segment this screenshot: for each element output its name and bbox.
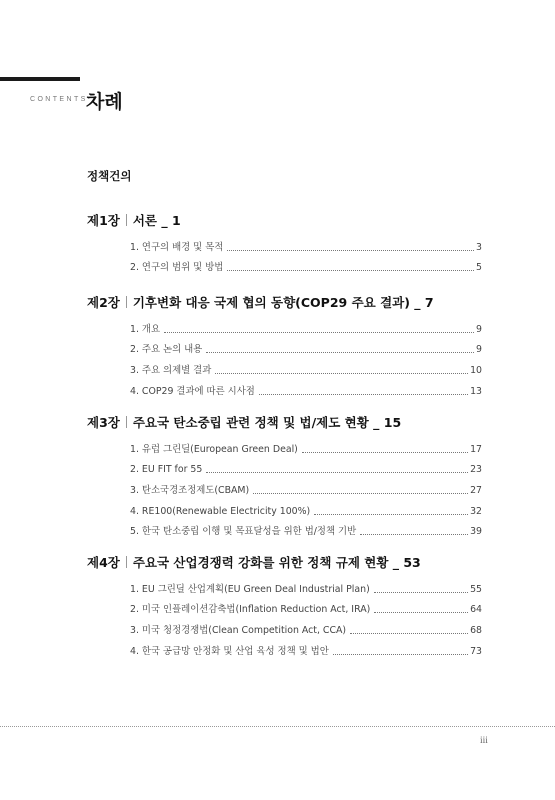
leader-dots	[302, 452, 468, 453]
entry-text: 5. 한국 탄소중립 이행 및 목표달성을 위한 법/정책 기반	[130, 526, 357, 538]
contents-label: CONTENTS	[30, 96, 88, 103]
leader-dots	[253, 493, 468, 494]
toc-entry[interactable]	[130, 436, 482, 457]
chapter-number: 제4장	[87, 555, 120, 570]
leader-dots	[333, 654, 468, 655]
toc-entry[interactable]	[130, 498, 482, 519]
entry-text: 1. EU 그린딜 산업계획(EU Green Deal Industrial Plan)	[130, 583, 370, 595]
toc-entry[interactable]	[130, 255, 482, 276]
entry-text: 3. 미국 청정경쟁법(Clean Competition Act, CCA)	[130, 625, 347, 637]
chapter-number: 제3장	[87, 415, 120, 430]
leader-dots	[164, 332, 474, 333]
entry-page: 32	[470, 505, 482, 517]
leader-dots	[350, 633, 468, 634]
leader-dots	[374, 592, 468, 593]
chapter-2	[87, 292, 482, 399]
entry-text: 1. 개요	[130, 323, 161, 335]
entry-text: 2. EU FIT for 55	[130, 464, 203, 476]
toc-entry[interactable]	[130, 519, 482, 540]
toc-entry[interactable]	[130, 357, 482, 378]
toc-entry[interactable]	[130, 638, 482, 659]
chapter-1	[87, 210, 482, 275]
toc-entry[interactable]	[130, 378, 482, 399]
leader-dots	[206, 352, 474, 353]
entry-page: 23	[470, 464, 482, 476]
divider	[126, 556, 127, 568]
chapter-title: 기후변화 대응 국제 협의 동향(COP29 주요 결과) _ 7	[132, 295, 434, 310]
leader-dots	[215, 373, 468, 374]
leader-dots	[259, 394, 468, 395]
entry-text: 1. 유럽 그린딜(European Green Deal)	[130, 443, 298, 455]
entry-page: 17	[470, 443, 482, 455]
entry-text: 4. RE100(Renewable Electricity 100%)	[130, 505, 311, 517]
chapter-3-heading[interactable]	[87, 412, 482, 432]
entry-text: 2. 주요 논의 내용	[130, 344, 203, 356]
toc-entry[interactable]	[130, 457, 482, 478]
chapter-number: 제1장	[87, 213, 120, 228]
entry-page: 73	[470, 645, 482, 657]
chapter-3	[87, 412, 482, 539]
leader-dots	[374, 612, 468, 613]
page-number: iii	[480, 736, 488, 746]
footer-dotted-rule	[0, 726, 555, 727]
entry-text: 1. 연구의 배경 및 목적	[130, 241, 224, 253]
toc-entry[interactable]	[130, 597, 482, 618]
entry-page: 55	[470, 583, 482, 595]
divider	[126, 296, 127, 308]
entry-text: 2. 연구의 범위 및 방법	[130, 262, 224, 274]
entry-page: 27	[470, 485, 482, 497]
entry-page: 13	[470, 385, 482, 397]
entry-text: 2. 미국 인플레이션감축법(Inflation Reduction Act, IRA)	[130, 604, 371, 616]
entry-page: 10	[470, 365, 482, 377]
leader-dots	[314, 514, 468, 515]
entry-page: 39	[470, 526, 482, 538]
entry-page: 9	[476, 344, 482, 356]
toc-entry[interactable]	[130, 316, 482, 337]
page-title: 차례	[86, 91, 123, 113]
entry-text: 3. 탄소국경조정제도(CBAM)	[130, 485, 250, 497]
leader-dots	[206, 472, 468, 473]
toc-link-policy[interactable]: 정책건의	[87, 169, 132, 183]
entry-page: 3	[476, 241, 482, 253]
entry-page: 9	[476, 323, 482, 335]
toc-entry[interactable]	[130, 234, 482, 255]
toc-entry[interactable]	[130, 477, 482, 498]
leader-dots	[227, 270, 474, 271]
chapter-title: 서론 _ 1	[132, 213, 181, 228]
chapter-1-heading[interactable]	[87, 210, 482, 230]
chapter-number: 제2장	[87, 295, 120, 310]
entry-page: 5	[476, 262, 482, 274]
entry-text: 4. COP29 결과에 따른 시사점	[130, 385, 255, 397]
chapter-4-heading[interactable]	[87, 552, 482, 572]
chapter-2-heading[interactable]	[87, 292, 482, 312]
toc-entry[interactable]	[130, 337, 482, 358]
chapter-title: 주요국 산업경쟁력 강화를 위한 정책 규제 현황 _ 53	[132, 555, 421, 570]
chapter-4	[87, 552, 482, 659]
entry-page: 68	[470, 625, 482, 637]
toc-entry[interactable]	[130, 576, 482, 597]
divider	[126, 416, 127, 428]
entry-text: 3. 주요 의제별 결과	[130, 365, 212, 377]
header-rule	[0, 77, 80, 81]
divider	[126, 214, 127, 226]
leader-dots	[227, 250, 474, 251]
entry-page: 64	[470, 604, 482, 616]
leader-dots	[360, 534, 468, 535]
toc-entry[interactable]	[130, 617, 482, 638]
entry-text: 4. 한국 공급망 안정화 및 산업 육성 정책 및 법안	[130, 645, 329, 657]
chapter-title: 주요국 탄소중립 관련 정책 및 법/제도 현황 _ 15	[132, 415, 402, 430]
